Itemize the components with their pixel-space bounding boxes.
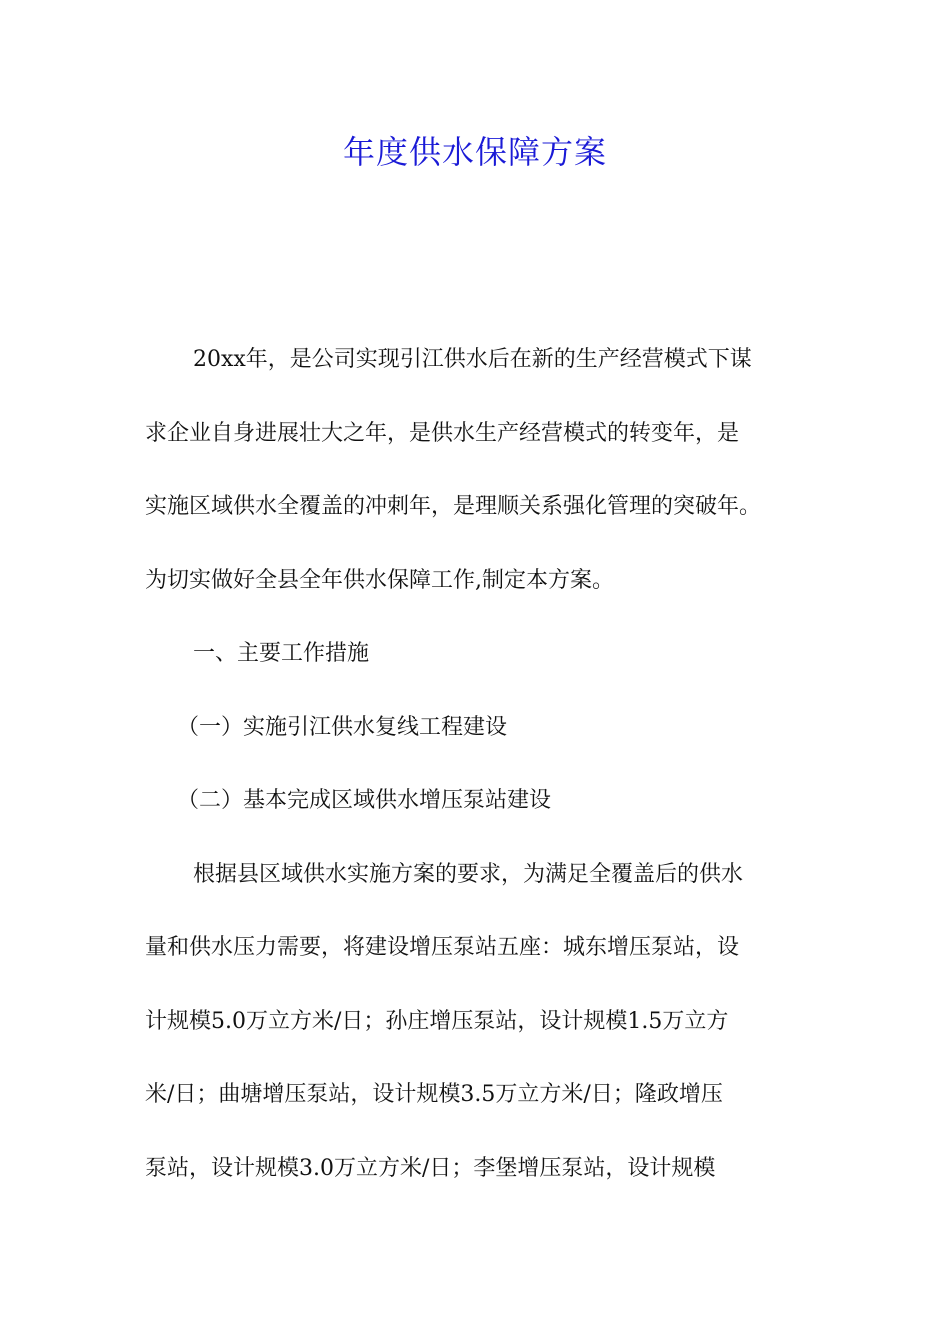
paragraph-intro-line-1: 20xx年，是公司实现引江供水后在新的生产经营模式下谋 [193, 347, 752, 372]
section-heading-main-measures: 一、主要工作措施 [193, 641, 370, 666]
paragraph-pumping-line-5: 泵站，设计规模3.0万立方米/日；李堡增压泵站，设计规模 [145, 1155, 716, 1181]
paragraph-intro-line-4: 为切实做好全县全年供水保障工作,制定本方案。 [145, 567, 614, 593]
subsection-heading-1: （一）实施引江供水复线工程建设 [177, 714, 508, 740]
paragraph-pumping-line-4: 米/日；曲塘增压泵站，设计规模3.5万立方米/日；隆政增压 [145, 1082, 723, 1107]
paragraph-pumping-line-3: 计规模5.0万立方米/日；孙庄增压泵站，设计规模1.5万立方 [145, 1008, 729, 1034]
subsection-heading-2: （二）基本完成区域供水增压泵站建设 [177, 788, 552, 813]
paragraph-pumping-line-1: 根据县区域供水实施方案的要求，为满足全覆盖后的供水 [193, 861, 744, 887]
paragraph-pumping-line-2: 量和供水压力需要，将建设增压泵站五座：城东增压泵站，设 [145, 935, 740, 960]
paragraph-intro-line-3: 实施区域供水全覆盖的冲刺年，是理顺关系强化管理的突破年。 [145, 494, 762, 519]
document-body [145, 336, 810, 1193]
document-title: 年度供水保障方案 [342, 133, 607, 171]
paragraph-intro-line-2: 求企业自身进展壮大之年，是供水生产经营模式的转变年，是 [145, 420, 740, 446]
